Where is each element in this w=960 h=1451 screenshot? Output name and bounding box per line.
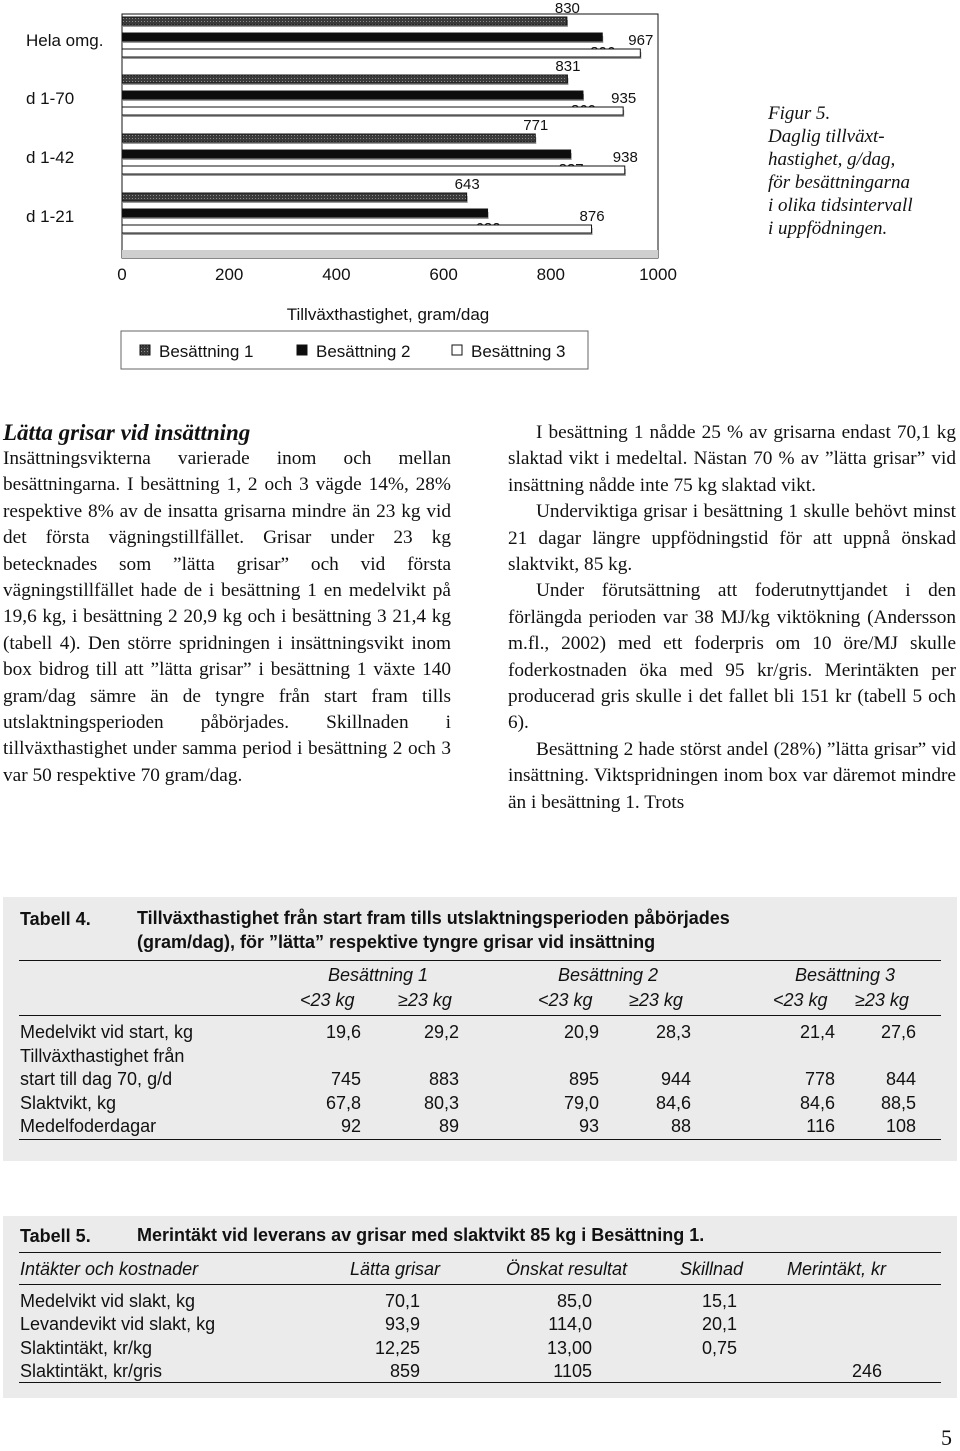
table-cell: 84,6 bbox=[799, 1092, 835, 1113]
table-cell: 93,9 bbox=[384, 1314, 420, 1335]
table-cell: 89 bbox=[438, 1116, 459, 1136]
table-cell: 93 bbox=[578, 1116, 599, 1136]
table-row-label: Medelvikt vid start, kg bbox=[20, 1022, 194, 1042]
table-cell: 79,0 bbox=[563, 1092, 599, 1113]
table-cell: 80,3 bbox=[423, 1092, 459, 1113]
table-cell: 108 bbox=[885, 1116, 916, 1136]
table-cell: 67,8 bbox=[325, 1092, 361, 1113]
legend-swatch bbox=[297, 345, 307, 355]
table-5 bbox=[3, 1216, 957, 1398]
page-number: 5 bbox=[941, 1425, 952, 1450]
table-cell: 88,5 bbox=[880, 1092, 916, 1113]
table-cell: 883 bbox=[428, 1069, 459, 1089]
data-label: 935 bbox=[611, 90, 637, 107]
data-label: 876 bbox=[579, 208, 605, 225]
sub-header: <23 kg bbox=[538, 990, 593, 1010]
bar bbox=[122, 91, 583, 99]
table-cell: 88 bbox=[670, 1116, 691, 1136]
table-cell: 92 bbox=[340, 1116, 361, 1136]
table-cell: 19,6 bbox=[325, 1022, 361, 1042]
column-header: Skillnad bbox=[680, 1259, 744, 1279]
table-rule bbox=[19, 1382, 941, 1383]
table-cell: 116 bbox=[806, 1116, 835, 1136]
body-paragraph: Besättning 2 hade störst andel (28%) ”lätta grisar” vid insättning. Viktspridningen inom box var däremot mindre än i besättning 1. Trots bbox=[508, 738, 956, 813]
figure-caption bbox=[768, 102, 958, 240]
column-header: Önskat resultat bbox=[506, 1259, 628, 1279]
table-rule bbox=[19, 1139, 941, 1140]
table-cell: 12,25 bbox=[374, 1337, 420, 1358]
growth-rate-bar-chart bbox=[0, 0, 760, 380]
legend-label: Besättning 1 bbox=[159, 342, 254, 361]
sub-header: ≥23 kg bbox=[629, 990, 683, 1010]
table-cell: 745 bbox=[330, 1069, 361, 1089]
bar bbox=[122, 150, 571, 158]
legend-swatch bbox=[140, 345, 150, 355]
table-cell: 246 bbox=[851, 1360, 882, 1381]
sub-header: <23 kg bbox=[300, 990, 355, 1010]
body-paragraph: I besättning 1 nådde 25 % av grisarna endast 70,1 kg slaktad vikt i medeltal. Nästan 70 % av ”lätta grisar” vid insättning nådde inte 75 kg slaktad vikt. bbox=[508, 422, 956, 496]
category-label: d 1-70 bbox=[26, 89, 75, 108]
bar bbox=[122, 209, 488, 217]
table-rule bbox=[19, 1284, 941, 1285]
caption-line: i uppfödningen. bbox=[768, 218, 888, 239]
table-rule bbox=[19, 1015, 941, 1016]
table-cell: 895 bbox=[568, 1069, 599, 1089]
table-cell: 1105 bbox=[553, 1360, 592, 1381]
table-row-label: Tillväxthastighet från bbox=[20, 1045, 185, 1066]
table-cell: 85,0 bbox=[556, 1291, 592, 1311]
body-paragraph: Insättningsvikterna varierade inom och mellan besättningarna. I besättning 1, 2 och 3 vägde 14%, 28% respektive 8% av de insatta grisarna mindre än 23 kg vid det första vägningstillfället. Grisar under 23 kg betecknades som ”lätta grisar” och vid första vägningstillfället hade de i besättning 1 en medelvikt på 19,6 kg, i besättning 2 20,9 kg och i besättning 3 21,4 kg (tabell 4). Den större spridningen i insättningsvikt inom box bidrog till att ”lätta grisar” i besättning 1 växte 140 gram/dag sämre än de tyngre från start fram tills utslaktningsperioden påbörjades. Skillnaden i tillväxthastighet under samma period i besättning 2 och 3 var 50 respektive 70 gram/dag. bbox=[3, 448, 451, 786]
table-cell: 944 bbox=[660, 1069, 691, 1089]
table-label: Tabell 4. bbox=[20, 909, 91, 929]
x-axis-label: Tillväxthastighet, gram/dag bbox=[286, 305, 490, 324]
plot-shadow bbox=[122, 250, 658, 258]
table-rule bbox=[19, 960, 941, 961]
table-row-label: Levandevikt vid slakt, kg bbox=[20, 1314, 216, 1335]
table-cell: 778 bbox=[804, 1069, 835, 1089]
data-label: 831 bbox=[555, 58, 581, 75]
data-label: 967 bbox=[628, 32, 654, 49]
column-header: Merintäkt, kr bbox=[787, 1259, 887, 1279]
bar bbox=[122, 193, 467, 201]
table-row-label: Slaktintäkt, kr/gris bbox=[20, 1360, 163, 1381]
column-header: Lätta grisar bbox=[350, 1259, 441, 1279]
group-header: Besättning 2 bbox=[558, 965, 659, 985]
table-cell: 859 bbox=[389, 1360, 420, 1381]
right-text-column bbox=[508, 420, 956, 816]
table-row-label: start till dag 70, g/d bbox=[20, 1069, 173, 1089]
caption-line: för besättningarna bbox=[768, 172, 910, 193]
table-cell: 15,1 bbox=[701, 1291, 737, 1311]
body-paragraph: Underviktiga grisar i besättning 1 skulle behövt minst 21 dagar längre uppfödningstid för att uppnå önskad slaktvikt, 85 kg. bbox=[508, 501, 956, 576]
table-4 bbox=[3, 897, 957, 1161]
table-cell: 20,9 bbox=[563, 1022, 599, 1042]
tick-label: 600 bbox=[429, 265, 458, 284]
tick-label: 800 bbox=[536, 265, 565, 284]
table-cell: 0,75 bbox=[701, 1337, 737, 1358]
bar bbox=[122, 166, 625, 174]
table-cell: 20,1 bbox=[701, 1314, 737, 1335]
table-row-label: Medelvikt vid slakt, kg bbox=[20, 1291, 196, 1311]
group-header: Besättning 1 bbox=[328, 965, 429, 985]
caption-line: i olika tidsintervall bbox=[768, 195, 913, 216]
data-label: 938 bbox=[612, 149, 638, 166]
category-label: Hela omg. bbox=[26, 31, 104, 50]
group-header: Besättning 3 bbox=[795, 965, 896, 985]
bar bbox=[122, 75, 567, 83]
table-cell: 84,6 bbox=[655, 1092, 691, 1113]
table-row-label: Slaktintäkt, kr/kg bbox=[20, 1337, 153, 1358]
table-row-label: Slaktvikt, kg bbox=[20, 1092, 117, 1113]
table-label: Tabell 5. bbox=[20, 1226, 91, 1246]
bar bbox=[122, 107, 623, 115]
left-text-column bbox=[3, 420, 451, 789]
column-header: Intäkter och kostnader bbox=[20, 1259, 199, 1279]
body-paragraph: Under förutsättning att foderutnyttjandet i den förlängda perioden var 38 MJ/kg viktökning (Andersson m.fl., 2002) med ett foderpris om 10 öre/MJ skulle foderkostnaden öka med 95 kr/gris. Merintäkten per producerad gris skulle i det fallet bli 151 kr (tabell 5 och 6). bbox=[508, 580, 956, 734]
category-label: d 1-42 bbox=[26, 148, 75, 167]
table-title-line: (gram/dag), för ”lätta” respektive tyngre grisar vid insättning bbox=[137, 932, 656, 952]
bar bbox=[122, 134, 535, 142]
sub-header: <23 kg bbox=[773, 990, 828, 1010]
tick-label: 200 bbox=[215, 265, 244, 284]
table-row-label: Medelfoderdagar bbox=[20, 1116, 157, 1136]
legend-label: Besättning 2 bbox=[316, 342, 411, 361]
bar bbox=[122, 225, 592, 233]
table-cell: 844 bbox=[885, 1069, 916, 1089]
table-cell: 29,2 bbox=[423, 1022, 459, 1042]
table-cell: 114,0 bbox=[548, 1314, 592, 1335]
legend-swatch bbox=[452, 345, 462, 355]
category-label: d 1-21 bbox=[26, 207, 75, 226]
tick-label: 0 bbox=[117, 265, 127, 284]
bar bbox=[122, 33, 602, 41]
caption-line: Figur 5. bbox=[768, 103, 831, 124]
section-heading: Lätta grisar vid insättning bbox=[3, 420, 251, 445]
table-cell: 70,1 bbox=[384, 1291, 420, 1311]
legend-label: Besättning 3 bbox=[471, 342, 566, 361]
data-label: 771 bbox=[523, 117, 549, 134]
sub-header: ≥23 kg bbox=[398, 990, 452, 1010]
tick-label: 1000 bbox=[639, 265, 677, 284]
table-cell: 28,3 bbox=[655, 1022, 691, 1042]
caption-line: Daglig tillväxt- bbox=[768, 126, 885, 147]
table-title-line: Tillväxthastighet från start fram tills utslaktningsperioden påbörjades bbox=[137, 908, 730, 928]
table-rule bbox=[19, 1252, 941, 1253]
bar bbox=[122, 17, 567, 25]
data-label: 643 bbox=[454, 176, 480, 193]
data-label: 830 bbox=[554, 0, 580, 17]
tick-label: 400 bbox=[322, 265, 351, 284]
table-cell: 27,6 bbox=[880, 1022, 916, 1042]
caption-line: hastighet, g/dag, bbox=[768, 149, 896, 170]
table-cell: 21,4 bbox=[799, 1022, 835, 1042]
bar bbox=[122, 49, 640, 57]
table-cell: 13,00 bbox=[546, 1337, 592, 1358]
table-title: Merintäkt vid leverans av grisar med slaktvikt 85 kg i Besättning 1. bbox=[137, 1225, 705, 1245]
sub-header: ≥23 kg bbox=[855, 990, 909, 1010]
